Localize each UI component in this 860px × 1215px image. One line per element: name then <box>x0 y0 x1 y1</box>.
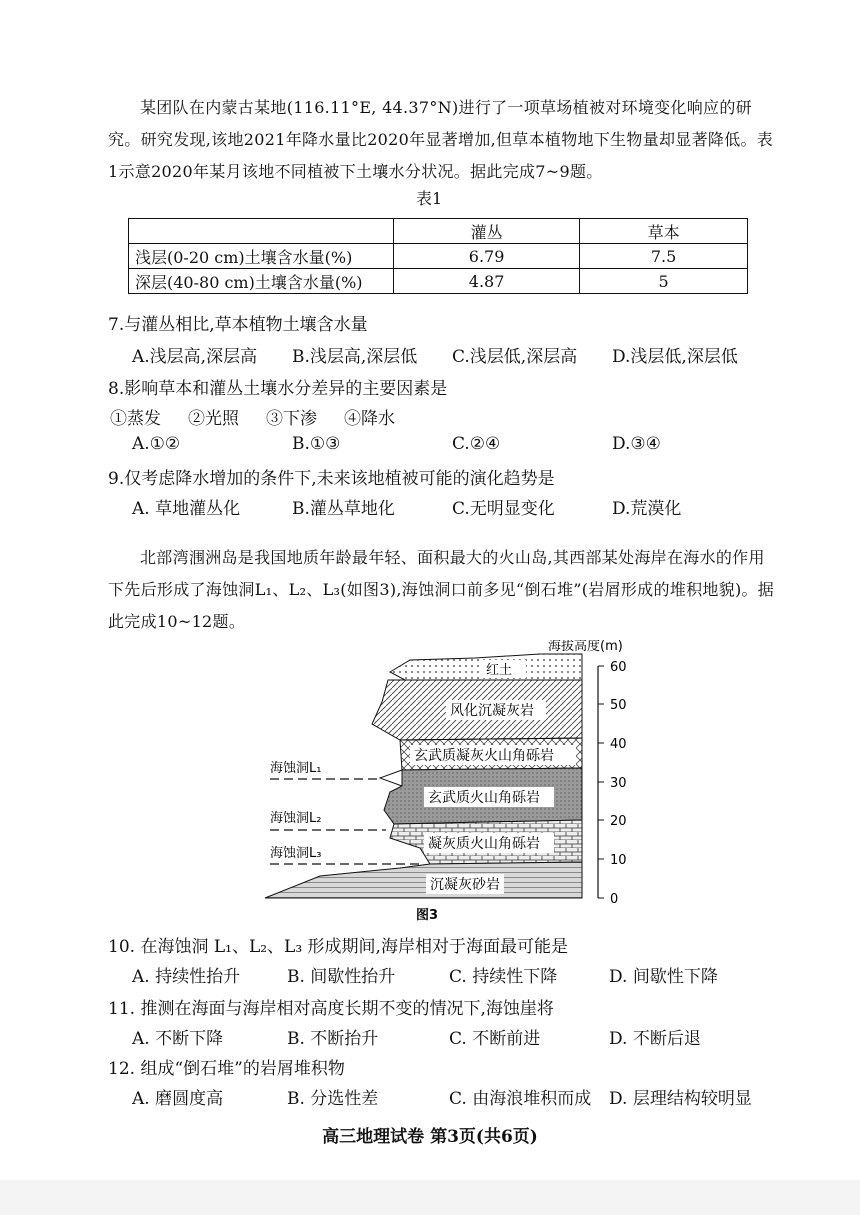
question-8-options <box>132 434 772 454</box>
elevation-axis-ticks <box>598 666 604 898</box>
option-d: D. 层理结构较明显 <box>609 1089 752 1109</box>
page-footer: 高三地理试卷 第3页(共6页) <box>322 1127 538 1147</box>
option-a: A. 磨圆度高 <box>132 1089 224 1109</box>
layer-tuff-sandstone <box>265 862 582 898</box>
option-d: D.③④ <box>612 434 661 454</box>
question-12-options <box>132 1084 772 1109</box>
table-cell: 4.87 <box>394 269 580 294</box>
table-cell: 5 <box>580 269 748 294</box>
table-cell: 浅层(0-20 cm)土壤含水量(%) <box>129 244 394 269</box>
option-c: C.②④ <box>452 434 501 454</box>
layer-label: 风化沉凝灰岩 <box>450 703 534 719</box>
question-7-stem: 7.与灌丛相比,草本植物土壤含水量 <box>108 315 368 335</box>
tick-label: 30 <box>610 776 627 791</box>
scan-bottom-margin <box>0 1180 860 1215</box>
option-c: C. 由海浪堆积而成 <box>449 1089 592 1109</box>
question-8-stem: 8.影响草本和灌丛土壤水分差异的主要因素是 <box>108 379 448 399</box>
passage-1: 某团队在内蒙古某地(116.11°E, 44.37°N)进行了一项草场植被对环境变化响应的研究。研究发现,该地2021年降水量比2020年显著增加,但草本植物地下生物量却显著降低。表1示意2020年某月该地不同植被下土壤水分状况。据此完成7~9题。 <box>108 98 774 181</box>
question-12-stem: 12. 组成“倒石堆”的岩屑堆积物 <box>108 1059 345 1079</box>
option-b: B.浅层高,深层低 <box>292 347 418 367</box>
option-a: A. 不断下降 <box>132 1029 224 1049</box>
axis-title: 海拔高度(m) <box>548 640 623 654</box>
question-7-options <box>132 342 772 367</box>
figure-3-cliff-cross-section <box>260 640 660 925</box>
table-header-cell: 草本 <box>580 219 748 244</box>
question-9-options <box>132 494 772 519</box>
factor-4: ④降水 <box>344 409 395 429</box>
option-d: D. 间歇性下降 <box>609 967 718 987</box>
layer-label: 玄武质凝灰火山角砾岩 <box>414 748 554 764</box>
option-d: D.浅层低,深层低 <box>612 347 738 367</box>
table-header-row <box>129 219 748 244</box>
tick-label: 20 <box>610 814 627 829</box>
question-11-stem: 11. 推测在海面与海岸相对高度长期不变的情况下,海蚀崖将 <box>108 999 554 1019</box>
question-10-stem: 10. 在海蚀洞 L₁、L₂、L₃ 形成期间,海岸相对于海面最可能是 <box>108 937 568 957</box>
option-c: C. 不断前进 <box>449 1029 541 1049</box>
table-cell: 深层(40-80 cm)土壤含水量(%) <box>129 269 394 294</box>
option-d: D. 不断后退 <box>609 1029 701 1049</box>
option-b: B. 分选性差 <box>287 1089 379 1109</box>
factor-2: ②光照 <box>188 409 239 429</box>
factor-1: ①蒸发 <box>110 409 161 429</box>
question-11-options <box>132 1024 772 1049</box>
tick-label: 50 <box>610 698 627 713</box>
table-header-cell <box>129 219 394 244</box>
option-a: A. 草地灌丛化 <box>132 499 241 519</box>
tick-label: 40 <box>610 737 627 752</box>
option-b: B.灌丛草地化 <box>292 499 395 519</box>
cave-label: 海蚀洞L₃ <box>270 846 322 861</box>
tick-label: 60 <box>610 660 627 675</box>
option-b: B.①③ <box>292 434 341 454</box>
option-b: B. 不断抬升 <box>287 1029 379 1049</box>
passage-2: 北部湾涠洲岛是我国地质年龄最年轻、面积最大的火山岛,其西部某处海岸在海水的作用下先后形成了海蚀洞L₁、L₂、L₃(如图3),海蚀洞口前多见“倒石堆”(岩屑形成的堆积地貌)。据此完成10~12题。 <box>108 548 775 631</box>
question-10-options <box>132 962 772 987</box>
soil-moisture-table <box>128 218 748 294</box>
tick-label: 0 <box>610 892 619 907</box>
table-row <box>129 269 748 294</box>
option-c: C. 持续性下降 <box>449 967 558 987</box>
option-d: D.荒漠化 <box>612 499 682 519</box>
table-cell: 6.79 <box>394 244 580 269</box>
layer-label: 红土 <box>486 663 513 678</box>
option-a: A.浅层高,深层高 <box>132 347 258 367</box>
option-a: A. 持续性抬升 <box>132 967 241 987</box>
figure-caption: 图3 <box>416 908 439 923</box>
table-row <box>129 244 748 269</box>
layer-label: 沉凝灰砂岩 <box>430 877 500 893</box>
layer-label: 凝灰质火山角砾岩 <box>428 836 540 852</box>
cave-label: 海蚀洞L₁ <box>270 761 322 776</box>
question-9-stem: 9.仅考虑降水增加的条件下,未来该地植被可能的演化趋势是 <box>108 469 555 489</box>
option-b: B. 间歇性抬升 <box>287 967 396 987</box>
question-8-factors <box>110 404 750 429</box>
table-header-cell: 灌丛 <box>394 219 580 244</box>
table-caption: 表1 <box>416 189 443 208</box>
option-c: C.无明显变化 <box>452 499 555 519</box>
layer-label: 玄武质火山角砾岩 <box>428 790 540 806</box>
tick-label: 10 <box>610 853 627 868</box>
cave-label: 海蚀洞L₂ <box>270 811 322 826</box>
factor-3: ③下渗 <box>266 409 317 429</box>
option-a: A.①② <box>132 434 181 454</box>
option-c: C.浅层低,深层高 <box>452 347 578 367</box>
table-cell: 7.5 <box>580 244 748 269</box>
